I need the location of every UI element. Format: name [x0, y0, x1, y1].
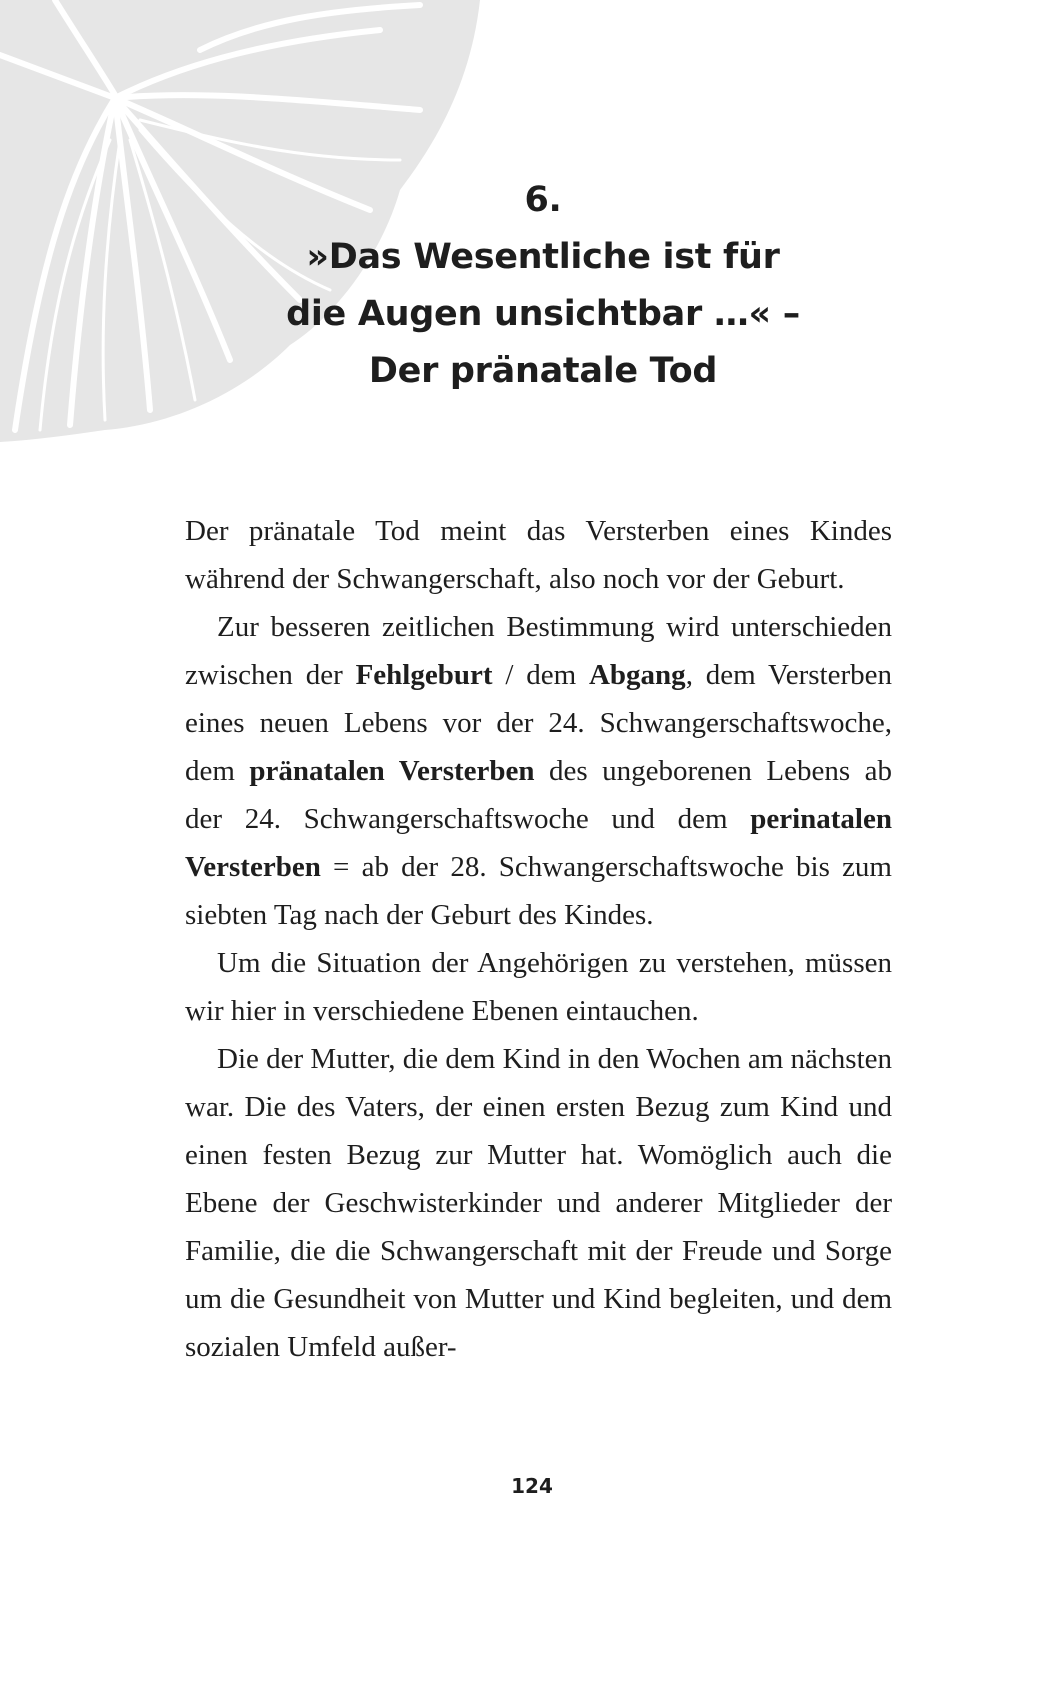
text-span: / dem [492, 659, 589, 691]
text-span: Zur besseren zeitlichen Bestimmung wird unterschieden zwischen der [185, 611, 892, 691]
text-span: , dem Versterben eines neuen Lebens vor der 24. Schwangerschaftswoche, dem [185, 659, 892, 787]
chapter-title-line-2: die Augen unsichtbar …« – [286, 294, 800, 334]
text-span: des ungeborenen Lebens ab der 24. Schwangerschaftswoche und dem [185, 755, 892, 835]
term-praenatales-versterben: pränatalen Versterben [249, 755, 535, 787]
paragraph-1: Der pränatale Tod meint das Versterben eines Kindes während der Schwangerschaft, also noch vor der Geburt. [185, 515, 892, 595]
paragraph-4: Die der Mutter, die dem Kind in den Wochen am nächsten war. Die des Vaters, der einen ersten Bezug zum Kind und einen festen Bezug zur Mutter hat. Womöglich auch die Ebene der Geschwisterkinder und anderer Mitglieder der Familie, die die Schwangerschaft mit der Freude und Sorge um die Gesundheit von Mutter und Kind begleiten, und dem sozialen Umfeld außer- [185, 1043, 892, 1363]
chapter-title-line-3: Der pränatale Tod [368, 351, 718, 391]
chapter-heading [150, 172, 936, 400]
page-number: 124 [511, 1474, 553, 1498]
term-perinatales-versterben: perinatalen Versterben [185, 803, 892, 883]
body-text [185, 507, 892, 1371]
term-fehlgeburt: Fehlgeburt [355, 659, 493, 691]
paragraph-2 [185, 603, 892, 939]
term-abgang: Abgang [588, 659, 686, 691]
chapter-number: 6. [524, 180, 562, 220]
paragraph-3: Um die Situation der Angehörigen zu verstehen, müssen wir hier in verschiedene Ebenen eintauchen. [185, 947, 892, 1027]
chapter-title-line-1: »Das Wesentliche ist für [306, 237, 780, 277]
text-span: = ab der 28. Schwangerschaftswoche bis zum siebten Tag nach der Geburt des Kindes. [185, 851, 892, 931]
